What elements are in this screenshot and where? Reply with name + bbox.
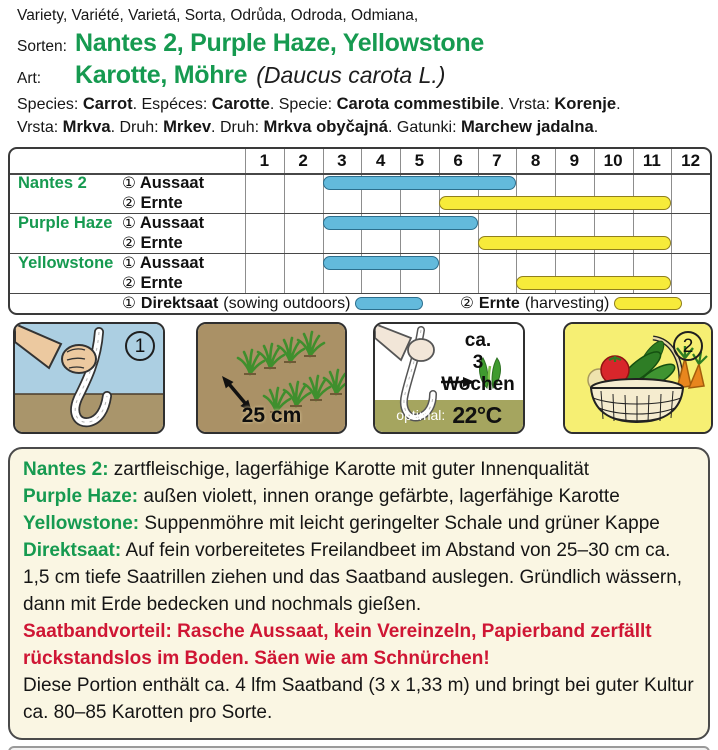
text-segment: Mrkva — [62, 117, 111, 136]
month-label: 6 — [453, 151, 463, 170]
text-segment: Marchew jadalna — [460, 117, 594, 136]
grid-line-vertical — [633, 149, 634, 293]
desc-line-portion: Diese Portion enthält ca. 4 lfm Saatband (3 x 1,33 m) und bringt bei guter Kultur ca. 80–85 Karotten pro Sorte. — [23, 675, 694, 723]
text-segment: . Vrsta: — [499, 96, 555, 113]
next-section-edge — [8, 746, 710, 750]
month-label: 8 — [530, 151, 541, 170]
series-name: Aussaat — [135, 174, 205, 192]
variety-label: Yellowstone — [18, 254, 114, 272]
step-1-badge: 1 — [125, 331, 155, 361]
text-segment: . Gatunki: — [388, 119, 461, 136]
description-box — [8, 447, 710, 740]
text-segment: . Specie: — [269, 96, 337, 113]
month-label: 12 — [681, 151, 701, 170]
series-label — [122, 213, 204, 233]
legend-swatch — [355, 297, 423, 310]
panel-germination-time — [373, 322, 525, 434]
month-label: 4 — [375, 151, 386, 170]
sowing-calendar — [8, 147, 712, 315]
sorten-label: Sorten: — [17, 38, 67, 55]
variety-label: Purple Haze: — [23, 486, 139, 507]
series-name: Ernte — [135, 194, 183, 212]
month-label: 2 — [298, 151, 308, 170]
grid-line-horizontal — [10, 253, 710, 254]
series-name: Ernte — [135, 274, 183, 292]
variety-label: Nantes 2 — [18, 174, 87, 192]
grid-line-horizontal — [10, 173, 710, 175]
circled-number: ② — [122, 275, 136, 292]
grid-line-horizontal — [10, 213, 710, 214]
series-label — [122, 233, 183, 253]
sowing-instructions-text: Auf fein vorbereitetes Freilandbeet im Abstand von 25–30 cm ca. 1,5 cm tiefe Saatrillen ziehen und das Saatband auslegen. Gründlich wässern, dann mit Erde bedecken und nochmals gießen. — [23, 540, 683, 615]
text-segment: Vrsta: — [17, 119, 63, 136]
germination-weeks: 3 Wochen — [441, 352, 515, 395]
text-segment: Mrkva obyčajná — [263, 117, 389, 136]
text-segment: Carrot — [82, 94, 133, 113]
species-latin-name: (Daucus carota L.) — [256, 62, 446, 88]
panel-harvest-basket — [563, 322, 713, 434]
desc-line-saatbandvorteil — [23, 618, 695, 672]
legend-item — [460, 294, 682, 313]
optimal-temperature — [375, 401, 523, 429]
legend-label: Direktsaat — [140, 294, 219, 312]
legend-item — [122, 294, 423, 313]
text-segment: Korenje — [554, 94, 617, 113]
text-segment: Carota commestibile — [336, 94, 500, 113]
series-label — [122, 193, 183, 213]
text-segment: . Druh: — [110, 119, 164, 136]
legend-label: Ernte — [478, 294, 520, 312]
calendar-bar-ernte — [439, 196, 672, 210]
species-translations-line — [17, 93, 713, 116]
sorten-row — [17, 29, 713, 61]
grid-line-vertical — [555, 149, 556, 293]
optimal-temperature-value: 22°C — [452, 401, 502, 428]
grid-line-vertical — [671, 149, 672, 293]
variety-description: Suppenmöhre mit leicht geringelter Schale und grüner Kappe — [139, 513, 660, 534]
circled-number: ② — [122, 235, 136, 252]
circled-number: ① — [122, 215, 136, 232]
text-segment: Carotte — [211, 94, 270, 113]
circled-number: ① — [122, 295, 136, 312]
variety-label: Nantes 2: — [23, 459, 109, 480]
month-label: 10 — [603, 151, 623, 170]
text-segment: Species: — [17, 96, 83, 113]
desc-line-direktsaat — [23, 537, 695, 618]
legend-sublabel: (sowing outdoors) — [223, 294, 351, 312]
step-2-badge: 2 — [673, 331, 703, 361]
seed-tape-benefit-text: Rasche Aussaat, kein Vereinzeln, Papierband zerfällt rückstandslos im Boden. Säen wie am Schnürchen! — [23, 621, 652, 669]
optimal-label: optimal: — [396, 407, 446, 423]
series-name: Aussaat — [135, 254, 205, 272]
circled-number: ② — [122, 195, 136, 212]
series-label — [122, 273, 183, 293]
series-label — [122, 173, 204, 193]
sowing-calendar-grid — [10, 149, 710, 313]
circled-number: ① — [122, 175, 136, 192]
calendar-bar-aussaat — [323, 256, 439, 270]
circled-number: ① — [122, 255, 136, 272]
row-spacing-caption: 25 cm — [241, 404, 302, 427]
text-segment: Mrkev — [163, 117, 212, 136]
text-segment: . — [593, 119, 599, 136]
month-label: 1 — [259, 151, 270, 170]
legend-sublabel: (harvesting) — [524, 294, 610, 312]
variety-description: zartfleischige, lagerfähige Karotte mit guter Innenqualität — [108, 459, 590, 480]
desc-line-nantes — [23, 456, 695, 483]
panel-row-spacing — [196, 322, 347, 434]
text-segment: . Druh: — [211, 119, 264, 136]
species-translations-line-2 — [17, 116, 713, 139]
legend-swatch — [614, 297, 682, 310]
species-common-name: Karotte, Möhre — [75, 61, 248, 89]
grid-line-vertical — [594, 149, 595, 293]
month-label: 3 — [337, 151, 347, 170]
text-segment: . Espéces: — [132, 96, 212, 113]
calendar-bar-aussaat — [323, 176, 517, 190]
grid-line-vertical — [478, 149, 479, 293]
desc-line-yellowstone — [23, 510, 695, 537]
month-label: 9 — [569, 151, 580, 170]
seed-tape-benefit-label: Saatbandvorteil: — [23, 621, 172, 642]
grid-line-vertical — [284, 149, 285, 293]
art-row — [17, 61, 713, 93]
grid-line-vertical — [245, 149, 246, 293]
calendar-bar-aussaat — [323, 216, 478, 230]
desc-line-purple-haze — [23, 483, 695, 510]
month-label: 11 — [642, 151, 661, 170]
art-label: Art: — [17, 70, 42, 87]
variety-description: außen violett, innen orange gefärbte, lagerfähige Karotte — [138, 486, 620, 507]
sowing-instructions-label: Direktsaat: — [23, 540, 122, 561]
circled-number: ② — [460, 295, 474, 312]
variety-names: Nantes 2, Purple Haze, Yellowstone — [75, 29, 484, 57]
variety-label: Purple Haze — [18, 214, 113, 232]
header-block — [17, 6, 713, 139]
series-name: Aussaat — [135, 214, 205, 232]
variety-translations-line: Variety, Variété, Varietá, Sorta, Odrůda, Odroda, Odmiana, — [17, 7, 419, 24]
month-label: 7 — [492, 151, 502, 170]
series-name: Ernte — [135, 234, 183, 252]
series-label — [122, 253, 204, 273]
month-label: 5 — [414, 151, 425, 170]
panel-sowing-seed-tape — [13, 322, 165, 434]
calendar-bar-ernte — [478, 236, 672, 250]
calendar-bar-ernte — [516, 276, 671, 290]
text-segment: . — [616, 96, 621, 113]
grid-line-vertical — [516, 149, 517, 293]
germination-ca: ca. — [464, 330, 492, 351]
germination-time-text — [437, 330, 519, 396]
variety-label: Yellowstone: — [23, 513, 140, 534]
